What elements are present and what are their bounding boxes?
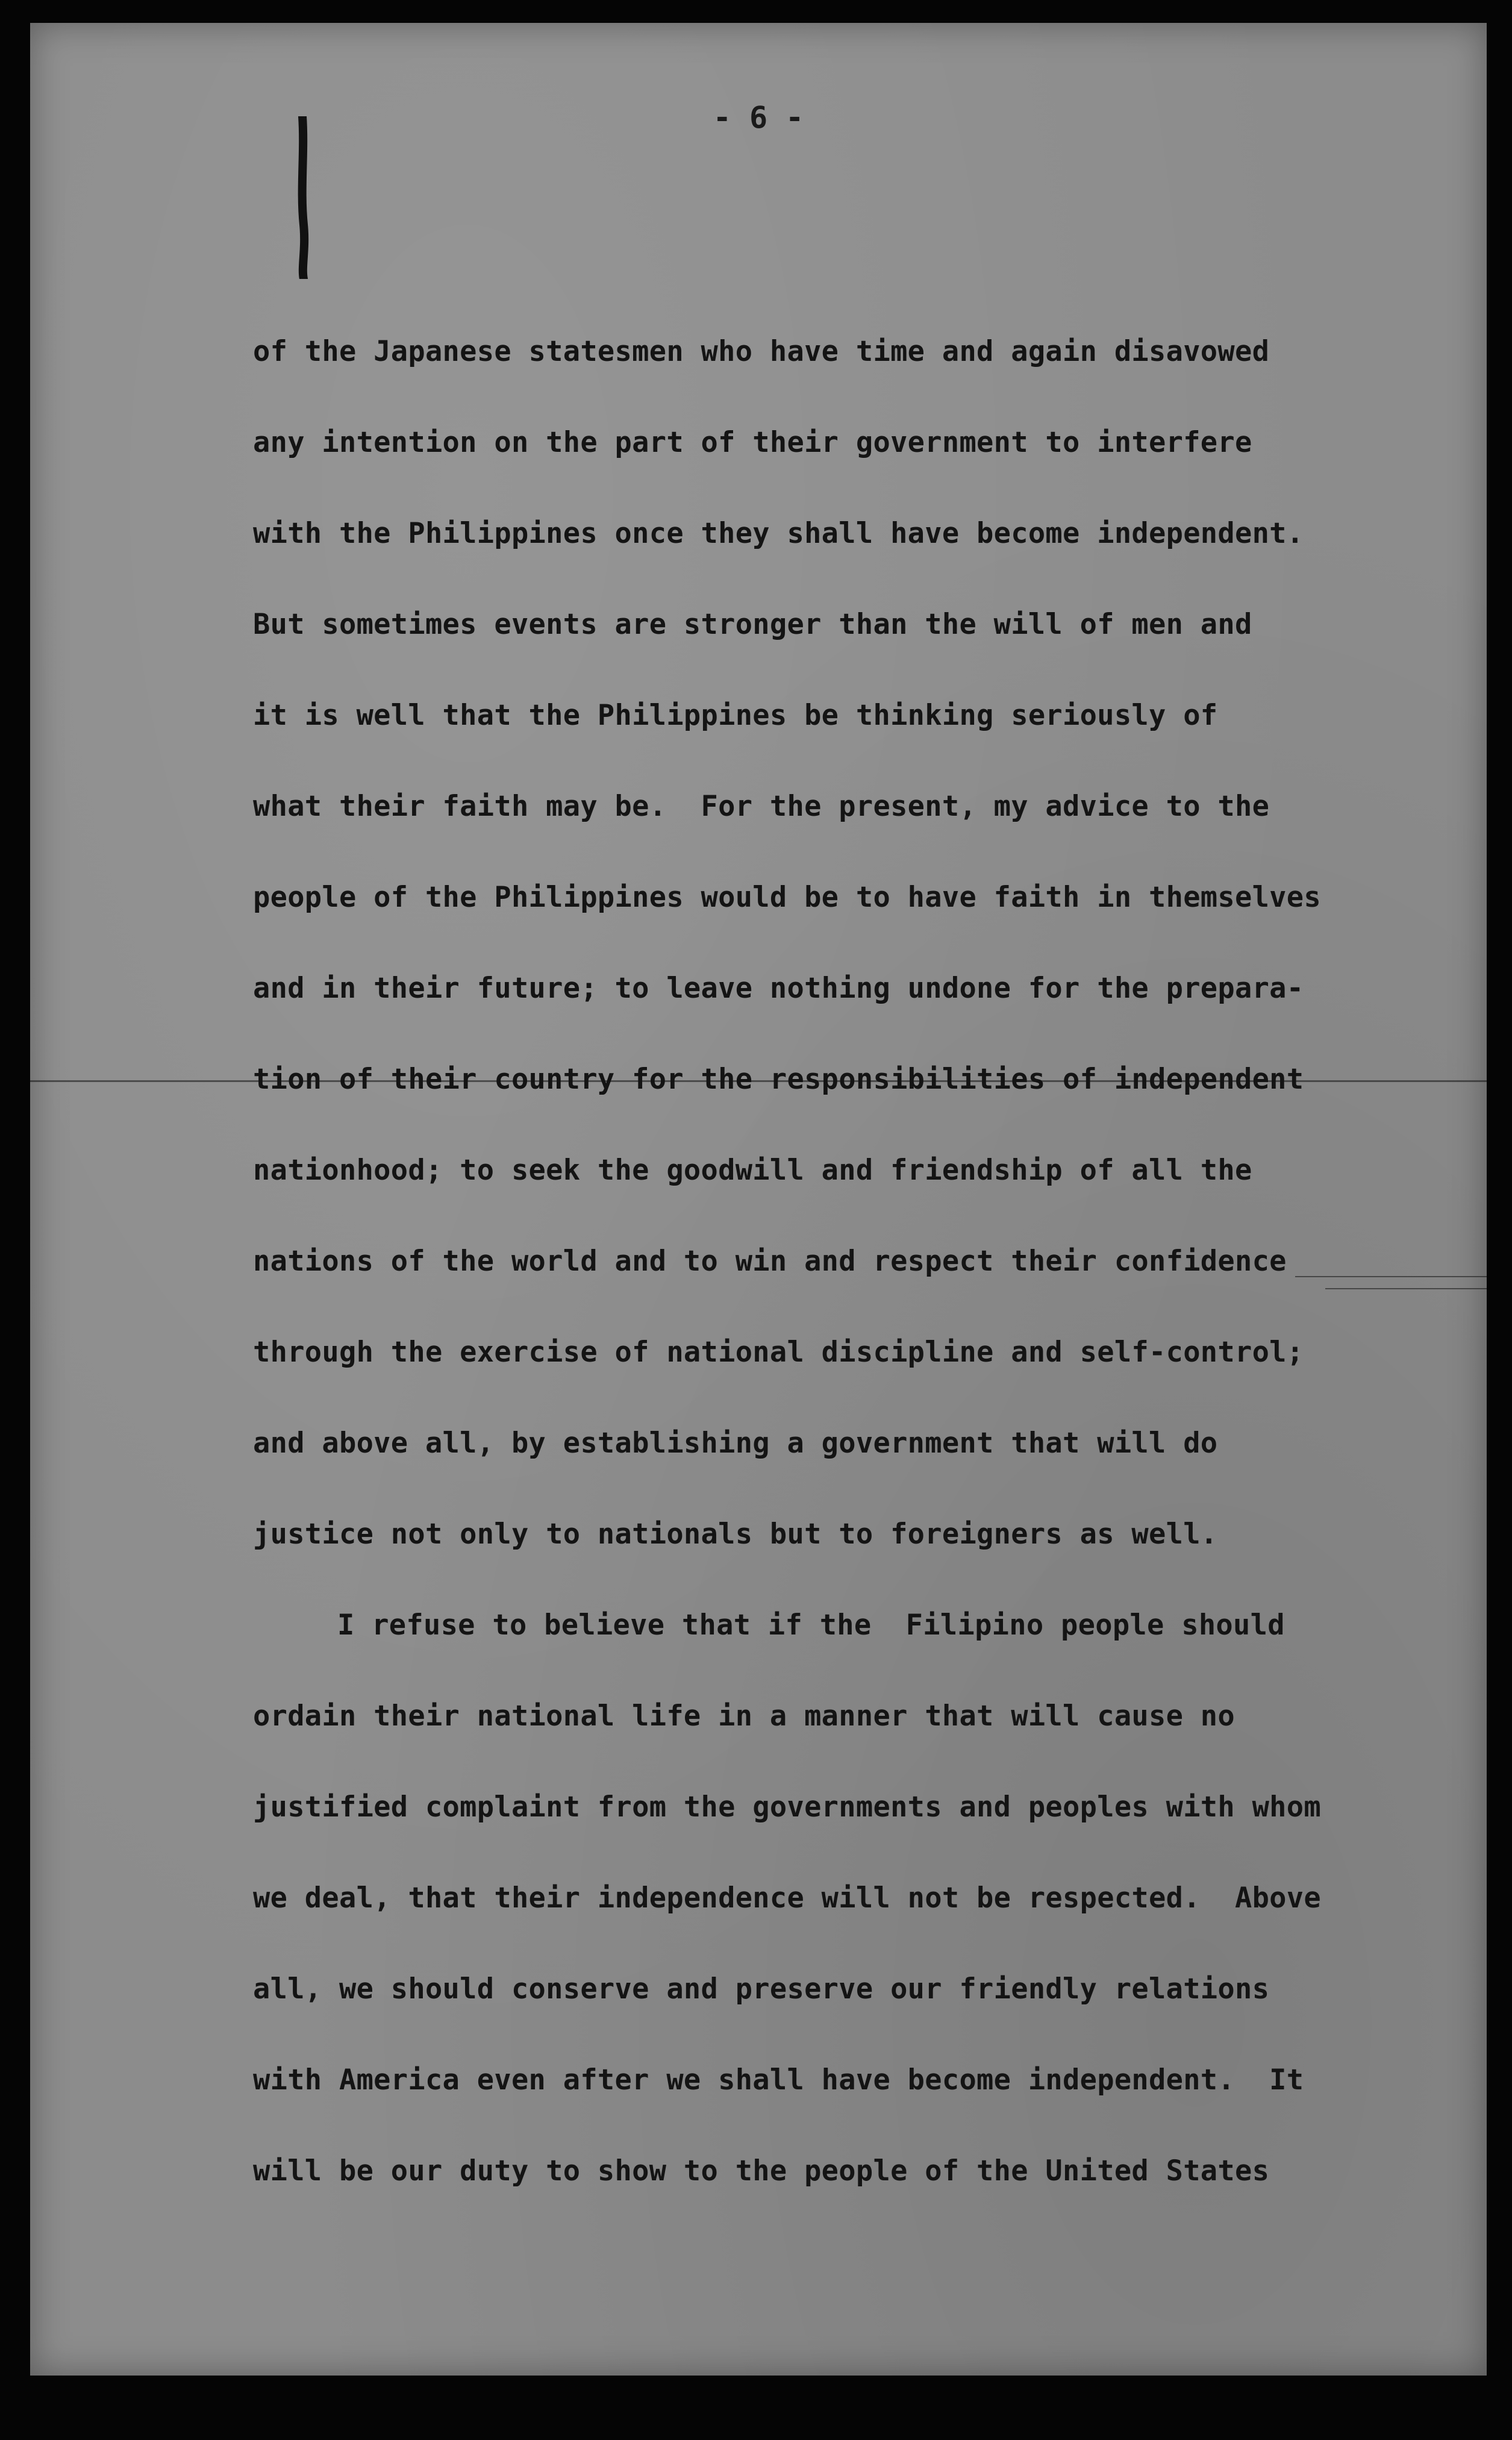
text-line: through the exercise of national discipline and self-control; (253, 1336, 1304, 1369)
text-line: people of the Philippines would be to have faith in themselves (253, 881, 1321, 914)
text-line: with America even after we shall have become independent. It (253, 2063, 1304, 2097)
text-line: justified complaint from the governments and peoples with whom (253, 1791, 1321, 1824)
text-line: of the Japanese statesmen who have time and again disavowed (253, 335, 1270, 368)
text-line: all, we should conserve and preserve our friendly relations (253, 1972, 1270, 2006)
text-line: nationhood; to seek the goodwill and friendship of all the (253, 1154, 1252, 1187)
text-line: will be our duty to show to the people of the United States (253, 2154, 1270, 2188)
text-line: tion of their country for the responsibilities of independent (253, 1063, 1304, 1096)
paragraph-first-line: I refuse to believe that if the Filipino people should (337, 1609, 1285, 1642)
text-line: we deal, that their independence will not be respected. Above (253, 1882, 1321, 1915)
text-line: and in their future; to leave nothing undone for the prepara- (253, 972, 1304, 1005)
text-line: any intention on the part of their government to interfere (253, 426, 1252, 459)
text-line: nations of the world and to win and respect their confidence (253, 1245, 1287, 1278)
body-text (253, 306, 1494, 2216)
text-line: and above all, by establishing a government that will do (253, 1427, 1218, 1460)
text-line: ordain their national life in a manner that will cause no (253, 1700, 1235, 1733)
page-number: - 6 - (713, 100, 804, 135)
document-page (30, 23, 1487, 2376)
ink-smudge (290, 116, 317, 279)
text-line: But sometimes events are stronger than the will of men and (253, 608, 1252, 641)
text-line: with the Philippines once they shall have become independent. (253, 517, 1304, 550)
text-line: it is well that the Philippines be thinking seriously of (253, 699, 1218, 732)
text-line: what their faith may be. For the present, my advice to the (253, 790, 1270, 823)
text-line: justice not only to nationals but to foreigners as well. (253, 1518, 1218, 1551)
